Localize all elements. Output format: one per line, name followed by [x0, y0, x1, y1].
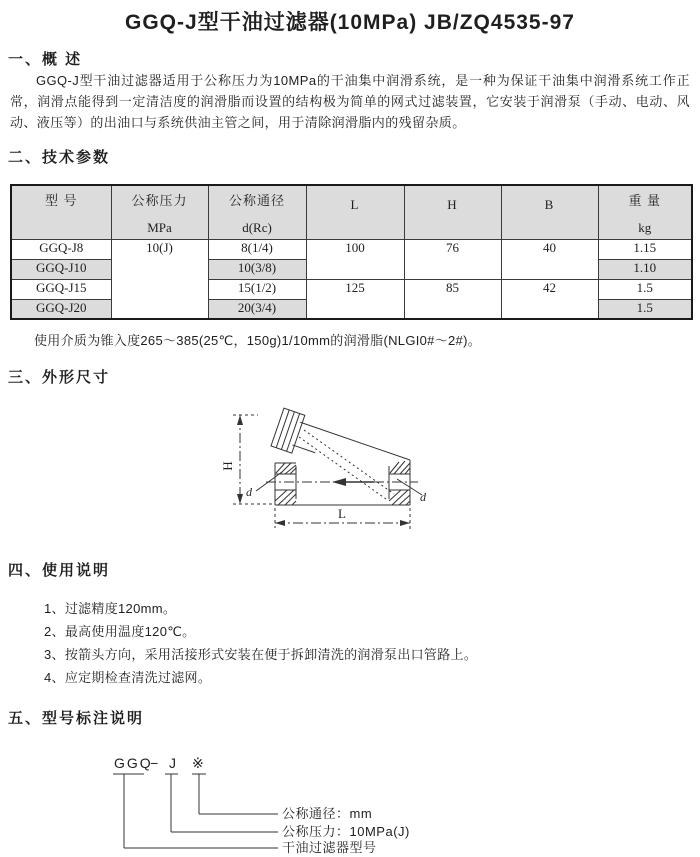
table-note: 使用介质为锥入度265～385(25℃，150g)1/10mm的润滑脂(NLGI0#～2#)。	[34, 333, 481, 348]
col-header-H: H	[404, 185, 501, 239]
model-code-star: ※	[192, 755, 206, 771]
model-code-prefix: GGQ	[114, 755, 153, 771]
cell-diameter: 20(3/4)	[208, 299, 306, 319]
arrowheads	[237, 415, 410, 526]
usage-item: 1、过滤精度120mm。	[44, 601, 177, 616]
model-label-diameter: 公称通径：mm	[282, 806, 373, 821]
usage-list	[44, 597, 477, 689]
heading-dimensions: 三、外形尺寸	[8, 369, 111, 386]
cell-weight: 1.5	[598, 279, 692, 299]
cell-weight: 1.10	[598, 259, 692, 279]
table-header-row	[11, 185, 692, 239]
designation-lines	[113, 774, 278, 848]
usage-item: 3、按箭头方向，采用活接形式安装在便于拆卸清洗的润滑泵出口管路上。	[44, 647, 478, 662]
heading-overview: 一、概 述	[8, 51, 83, 68]
dim-label-L: L	[338, 506, 346, 521]
col-header-pressure: 公称压力 MPa	[111, 185, 208, 239]
cell-diameter: 15(1/2)	[208, 279, 306, 299]
cell-diameter: 10(3/8)	[208, 259, 306, 279]
col-header-B: B	[501, 185, 598, 239]
cell-B: 42	[501, 279, 598, 319]
cell-diameter: 8(1/4)	[208, 239, 306, 259]
dim-label-d-left: d	[246, 485, 252, 499]
table-row	[11, 239, 692, 259]
col-header-L: L	[306, 185, 404, 239]
cell-model: GGQ-J20	[11, 299, 111, 319]
cell-B: 40	[501, 239, 598, 279]
cell-H: 76	[404, 239, 501, 279]
heading-model: 五、型号标注说明	[8, 710, 145, 727]
strainer-outline	[233, 408, 422, 532]
model-label-type: 干油过滤器型号	[282, 840, 377, 855]
cell-H: 85	[404, 279, 501, 319]
cell-weight: 1.5	[598, 299, 692, 319]
cell-L: 125	[306, 279, 404, 319]
model-label-pressure: 公称压力：10MPa(J)	[282, 824, 410, 839]
cell-L: 100	[306, 239, 404, 279]
model-code-mid: J	[169, 755, 178, 771]
usage-item: 2、最高使用温度120℃。	[44, 624, 196, 639]
col-header-weight: 重 量 kg	[598, 185, 692, 239]
col-header-model: 型 号	[11, 185, 111, 239]
cell-model: GGQ-J15	[11, 279, 111, 299]
usage-item: 4、应定期检查清洗过滤网。	[44, 670, 212, 685]
col-header-diameter: 公称通径 d(Rc)	[208, 185, 306, 239]
cell-model: GGQ-J10	[11, 259, 111, 279]
overview-paragraph: GGQ-J型干油过滤器适用于公称压力为10MPa的干油集中润滑系统，是一种为保证干油集中润滑系统工作正常，润滑点能得到一定清洁度的润滑脂而设置的结构极为简单的网式过滤装置，它安装于润滑泵（手动、电动、风动、液压等）的出油口与系统供油主管之间，用于清除润滑脂内的残留杂质。	[10, 73, 690, 130]
dim-label-H: H	[220, 461, 235, 471]
page-title: GGQ-J型干油过滤器(10MPa) JB/ZQ4535-97	[125, 11, 575, 34]
parameters-table	[10, 184, 693, 320]
heading-usage: 四、使用说明	[8, 562, 111, 579]
dimension-drawing	[216, 396, 486, 554]
cell-model: GGQ-J8	[11, 239, 111, 259]
heading-parameters: 二、技术参数	[8, 149, 111, 166]
cell-weight: 1.15	[598, 239, 692, 259]
dim-label-d-right: d	[420, 490, 426, 504]
model-code-dash: −	[150, 755, 161, 771]
model-designation-diagram	[86, 743, 506, 857]
cell-pressure: 10(J)	[111, 239, 208, 319]
